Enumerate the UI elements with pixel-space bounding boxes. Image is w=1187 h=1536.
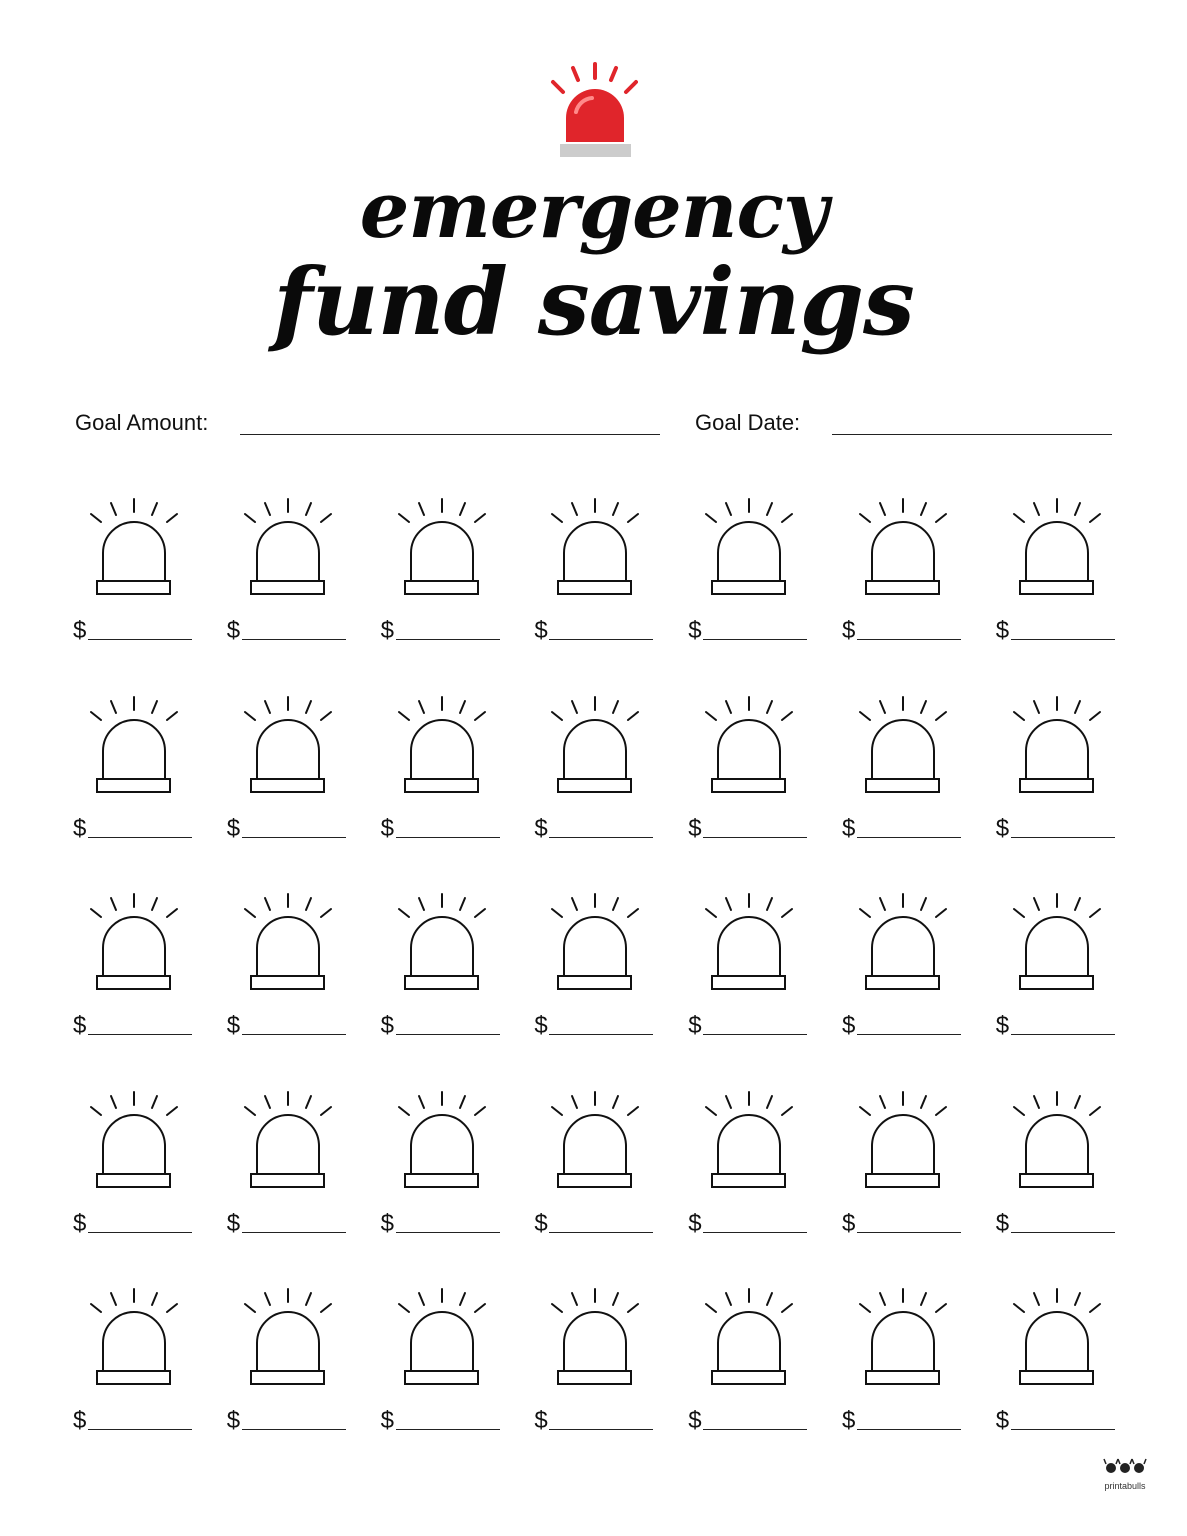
siren-outline-icon [83,1287,193,1387]
dollar-sign: $ [534,617,548,644]
goal-row [0,405,1187,445]
amount-line[interactable] [242,1232,346,1233]
goal-amount-line[interactable] [240,434,660,435]
savings-cell [381,497,521,667]
savings-cell [227,497,367,667]
dollar-sign: $ [380,617,394,644]
savings-cell [688,497,828,667]
savings-cell [842,1287,982,1457]
savings-cell [381,1287,521,1457]
siren-outline-icon [1006,497,1116,597]
savings-cell [534,1287,674,1457]
siren-outline-icon [391,1287,501,1387]
dollar-sign: $ [995,1407,1010,1434]
siren-outline-icon [698,497,808,597]
amount-line[interactable] [857,1232,961,1233]
title-line-1: emergency [359,165,828,256]
siren-outline-icon [852,1287,962,1387]
dollar-sign: $ [380,1012,394,1039]
amount-line[interactable] [88,1034,192,1035]
amount-line[interactable] [549,639,653,640]
siren-outline-icon [237,892,347,992]
dollar-sign: $ [688,1407,702,1434]
amount-line[interactable] [549,837,653,838]
savings-cell [688,1287,828,1457]
siren-outline-icon [391,1090,501,1190]
goal-amount-label: Goal Amount: [75,410,209,435]
dollar-sign: $ [73,1209,87,1237]
amount-line[interactable] [703,1429,807,1430]
dollar-sign: $ [688,1209,702,1237]
dollar-sign: $ [842,1407,856,1434]
amount-line[interactable] [1011,1034,1115,1035]
siren-outline-icon [83,892,193,992]
amount-line[interactable] [1011,1429,1115,1430]
siren-outline-icon [1006,1090,1116,1190]
dollar-sign: $ [380,1407,394,1434]
amount-line[interactable] [703,639,807,640]
siren-outline-icon [83,497,193,597]
title-line-2: fund savings [273,248,914,356]
amount-line[interactable] [396,1034,500,1035]
savings-cell [996,892,1136,1062]
dollar-sign: $ [226,1012,241,1039]
savings-cell [842,497,982,667]
savings-cell [227,892,367,1062]
amount-line[interactable] [857,1429,961,1430]
siren-outline-icon [852,892,962,992]
dollar-sign: $ [688,814,702,842]
dollar-sign: $ [226,1209,241,1237]
savings-cell [73,1090,213,1260]
amount-line[interactable] [857,639,961,640]
dollar-sign: $ [842,1209,856,1237]
dollar-sign: $ [226,814,241,842]
siren-outline-icon [83,1090,193,1190]
savings-cell [842,892,982,1062]
siren-outline-icon [391,497,501,597]
siren-outline-icon [1006,892,1116,992]
amount-line[interactable] [396,639,500,640]
amount-line[interactable] [88,1232,192,1233]
amount-line[interactable] [242,639,346,640]
dollar-sign: $ [995,617,1010,644]
amount-line[interactable] [88,837,192,838]
savings-cell [381,1090,521,1260]
amount-line[interactable] [703,837,807,838]
siren-outline-icon [1006,1287,1116,1387]
bull-icon [1103,1458,1147,1476]
amount-line[interactable] [242,1034,346,1035]
dollar-sign: $ [842,1012,856,1039]
dollar-sign: $ [688,617,702,644]
savings-cell [996,695,1136,865]
siren-outline-icon [237,497,347,597]
savings-cell [534,892,674,1062]
savings-cell [996,497,1136,667]
savings-cell [996,1090,1136,1260]
siren-outline-icon [852,1090,962,1190]
savings-cell [381,892,521,1062]
siren-outline-icon [391,892,501,992]
brand-name: printabulls [1104,1481,1146,1491]
dollar-sign: $ [73,1012,87,1039]
dollar-sign: $ [995,814,1010,842]
siren-outline-icon [544,892,654,992]
savings-cell [381,695,521,865]
amount-line[interactable] [703,1034,807,1035]
dollar-sign: $ [73,1407,87,1434]
siren-outline-icon [237,1287,347,1387]
dollar-sign: $ [534,1012,548,1039]
amount-line[interactable] [1011,837,1115,838]
amount-line[interactable] [396,1429,500,1430]
siren-outline-icon [698,892,808,992]
dollar-sign: $ [995,1012,1010,1039]
amount-line[interactable] [1011,639,1115,640]
dollar-sign: $ [842,814,856,842]
siren-outline-icon [698,695,808,795]
amount-line[interactable] [88,1429,192,1430]
savings-cell [688,1090,828,1260]
amount-line[interactable] [549,1232,653,1233]
dollar-sign: $ [534,1209,548,1237]
siren-outline-icon [544,1090,654,1190]
amount-line[interactable] [88,639,192,640]
siren-outline-icon [698,1090,808,1190]
savings-cell [534,695,674,865]
siren-outline-icon [544,1287,654,1387]
savings-cell [73,892,213,1062]
amount-line[interactable] [1011,1232,1115,1233]
savings-cell [996,1287,1136,1457]
savings-cell [73,1287,213,1457]
siren-outline-icon [237,1090,347,1190]
savings-cell [842,695,982,865]
siren-outline-icon [852,695,962,795]
dollar-sign: $ [226,1407,241,1434]
amount-line[interactable] [242,1429,346,1430]
dollar-sign: $ [534,814,548,842]
savings-cell [534,1090,674,1260]
siren-outline-icon [698,1287,808,1387]
savings-cell [842,1090,982,1260]
amount-line[interactable] [396,1232,500,1233]
amount-line[interactable] [857,1034,961,1035]
dollar-sign: $ [380,814,394,842]
amount-line[interactable] [549,1429,653,1430]
siren-outline-icon [544,695,654,795]
amount-line[interactable] [396,837,500,838]
siren-outline-icon [1006,695,1116,795]
red-siren-icon [548,60,638,160]
goal-date-label: Goal Date: [695,410,801,435]
siren-outline-icon [83,695,193,795]
savings-cell [227,1090,367,1260]
siren-outline-icon [237,695,347,795]
dollar-sign: $ [226,617,241,644]
savings-cell [534,497,674,667]
dollar-sign: $ [688,1012,702,1039]
savings-cell [227,695,367,865]
siren-outline-icon [391,695,501,795]
savings-cell [688,695,828,865]
amount-line[interactable] [549,1034,653,1035]
siren-outline-icon [852,497,962,597]
amount-line[interactable] [242,837,346,838]
dollar-sign: $ [73,814,87,842]
savings-cell [227,1287,367,1457]
siren-outline-icon [544,497,654,597]
savings-cell [688,892,828,1062]
dollar-sign: $ [73,617,87,644]
dollar-sign: $ [842,617,856,644]
amount-line[interactable] [703,1232,807,1233]
savings-cell [73,695,213,865]
dollar-sign: $ [534,1407,548,1434]
dollar-sign: $ [380,1209,394,1237]
savings-cell [73,497,213,667]
goal-date-line[interactable] [832,434,1112,435]
brand-logo [1103,1458,1147,1491]
dollar-sign: $ [995,1209,1010,1237]
amount-line[interactable] [857,837,961,838]
